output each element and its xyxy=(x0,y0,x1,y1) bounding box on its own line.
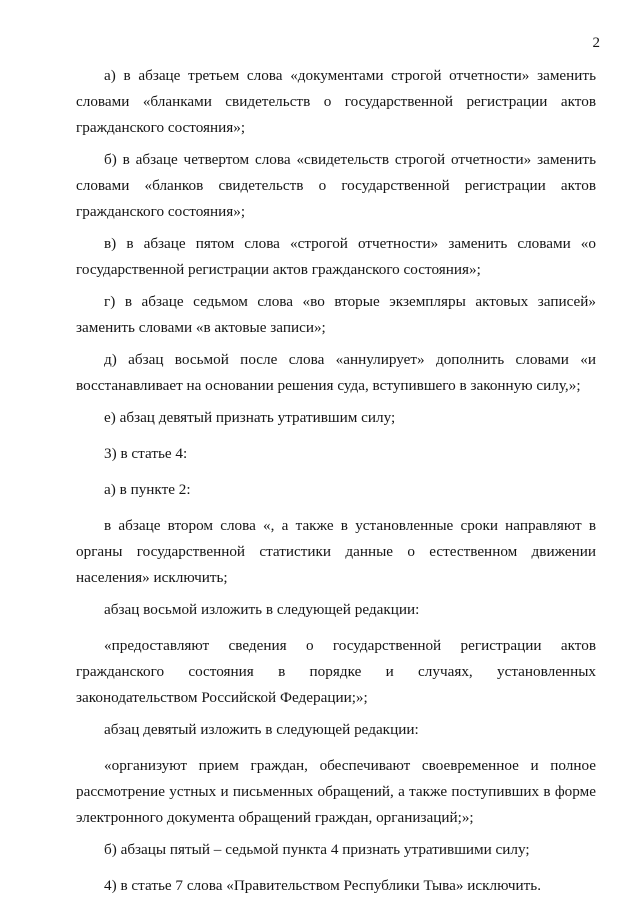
document-body xyxy=(76,63,596,909)
paragraph-d-eighth-abzac: д) абзац восьмой после слова «аннулирует» дополнить словами «и восстанавливает на основании решения суда, вступившего в законную силу,»; xyxy=(76,351,596,394)
paragraph-g-seventh-abzac: г) в абзаце седьмом слова «во вторые экземпляры актовых записей» заменить словами «в актовые записи»; xyxy=(76,293,596,336)
paragraph-b-fourth-abzac: б) в абзаце четвертом слова «свидетельств строгой отчетности» заменить словами «бланков свидетельств о государственной регистрации актов гражданского состояния»; xyxy=(76,151,596,220)
page-number: 2 xyxy=(592,35,600,51)
paragraph-point-2: а) в пункте 2: xyxy=(104,481,191,498)
paragraph-ninth-abzac-intro: абзац девятый изложить в следующей редакции: xyxy=(104,721,419,738)
paragraph-a-third-abzac: а) в абзаце третьем слова «документами строгой отчетности» заменить словами «бланками свидетельств о государственной регистрации актов гражданского состояния»; xyxy=(76,67,596,136)
paragraph-e-ninth-abzac: е) абзац девятый признать утратившим силу; xyxy=(104,409,396,426)
paragraph-article-4: 3) в статье 4: xyxy=(104,445,188,462)
paragraph-article-7: 4) в статье 7 слова «Правительством Республики Тыва» исключить. xyxy=(104,877,542,894)
paragraph-second-abzac-exclude: в абзаце втором слова «, а также в установленные сроки направляют в органы государственной статистики данные о естественном движении населения» исключить; xyxy=(76,517,596,586)
paragraph-v-fifth-abzac: в) в абзаце пятом слова «строгой отчетности» заменить словами «о государственной регистрации актов гражданского состояния»; xyxy=(76,235,596,278)
paragraph-ninth-abzac-text: «организуют прием граждан, обеспечивают своевременное и полное рассмотрение устных и письменных обращений, а также поступивших в форме электронного документа обращений граждан, организаций;»; xyxy=(76,757,596,826)
paragraph-eighth-abzac-text: «предоставляют сведения о государственной регистрации актов гражданского состояния в порядке и случаях, установленных законодательством Российской Федерации;»; xyxy=(76,637,596,706)
paragraph-eighth-abzac-intro: абзац восьмой изложить в следующей редакции: xyxy=(104,601,420,618)
paragraph-point-4-abzacs: б) абзацы пятый – седьмой пункта 4 признать утратившими силу; xyxy=(104,841,530,858)
